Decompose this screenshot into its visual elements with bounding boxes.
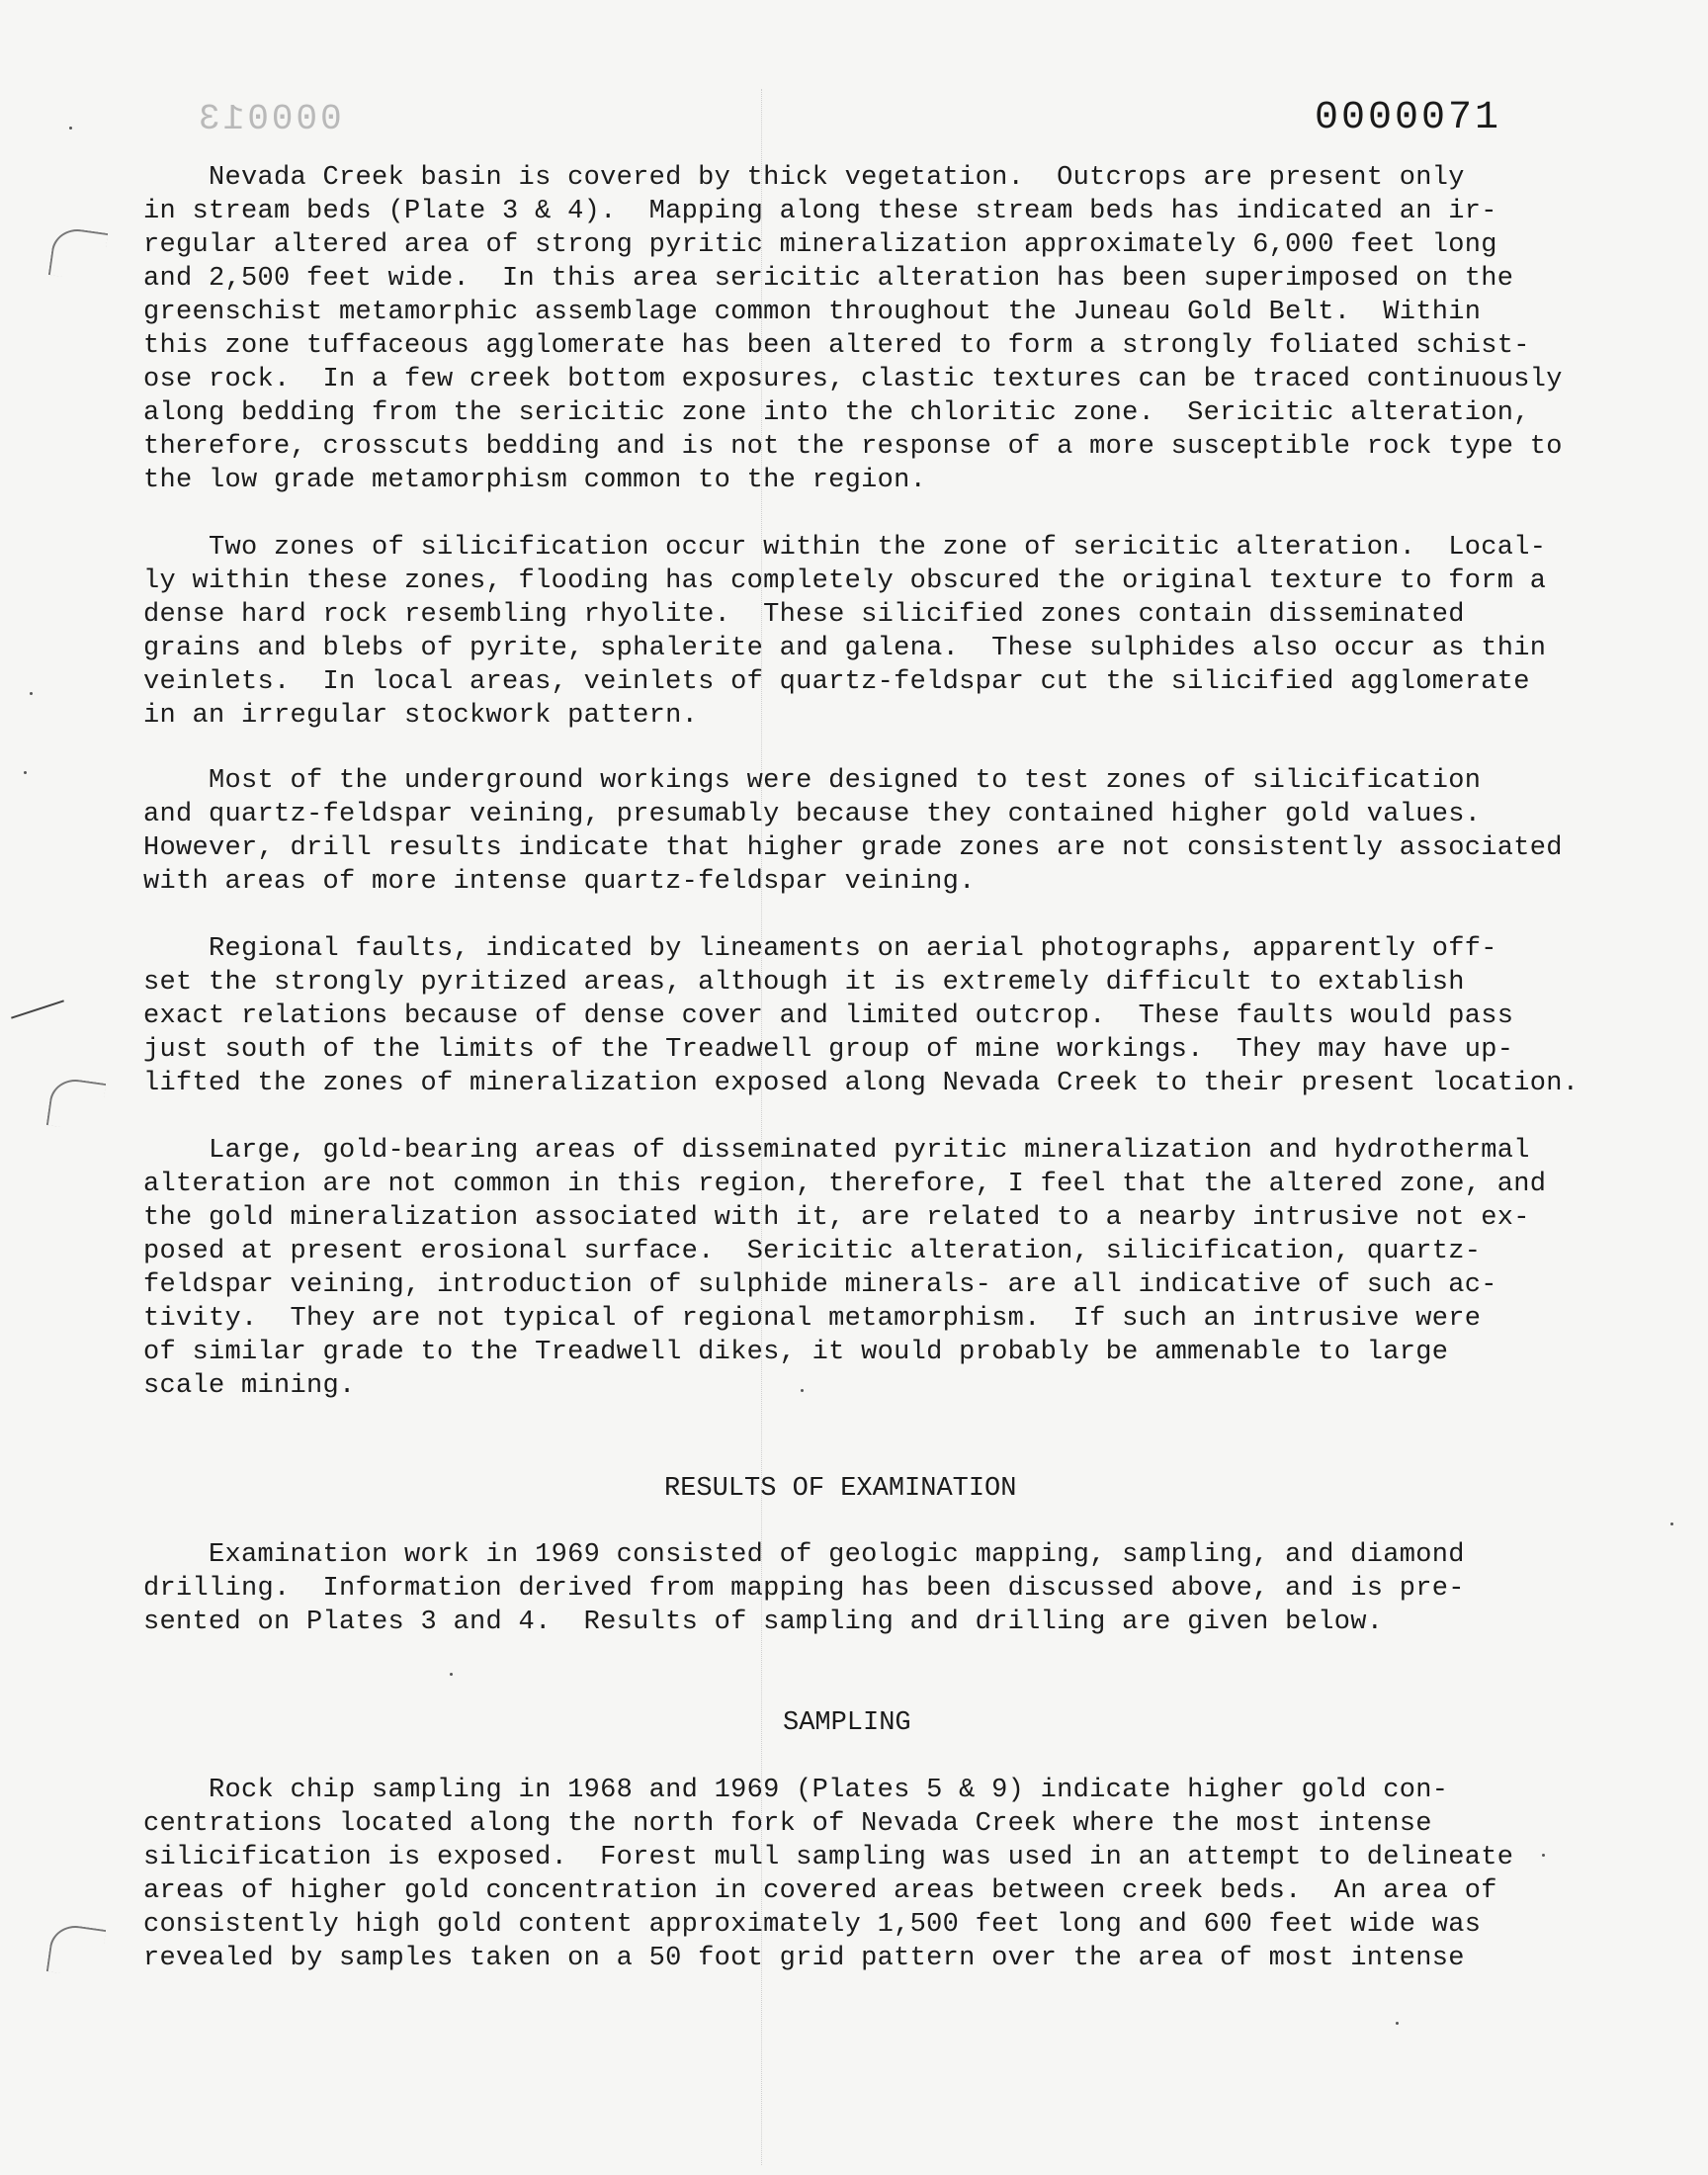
heading-sampling: SAMPLING xyxy=(783,1708,911,1738)
punch-hole-middle xyxy=(46,1076,106,1132)
paragraph-gold-bearing-areas: Large, gold-bearing areas of disseminated pyritic mineralization and hydrothermal alteration are not common in this region, therefore, I feel that the altered zone, and the gold mineralization associated with it, are related to a nearby intrusive not ex- posed at present erosional surface. Sericitic alteration, silicification, quartz- feldspar veining, introduction of sulphide minerals- are all indicative of such ac- tivity. They are not typical of regional metamorphism. If such an intrusive were of similar grade to the Treadwell dikes, it would probably be ammenable to large scale mining. xyxy=(143,1136,1547,1401)
speck xyxy=(1670,1522,1673,1525)
heading-results-of-examination: RESULTS OF EXAMINATION xyxy=(664,1474,1017,1504)
paragraph-rock-chip-sampling: Rock chip sampling in 1968 and 1969 (Plates 5 & 9) indicate higher gold con- centrations located along the north fork of Nevada Creek where the most intense silicification is exposed. Forest mull sampling was used in an attempt to delineate areas of higher gold concentration in covered areas between creek beds. An area of consistently high gold content approximately 1,500 feet long and 600 feet wide was revealed by samples taken on a 50 foot grid pattern over the area of most intense xyxy=(143,1776,1514,1973)
speck xyxy=(24,771,27,774)
speck xyxy=(450,1673,453,1676)
paragraph-silicification-zones: Two zones of silicification occur within the zone of sericitic alteration. Local- ly within these zones, flooding has completely obscured the original texture to form a dense hard rock resembling rhyolite. These silicified zones contain disseminated grains and blebs of pyrite, sphalerite and galena. These sulphides also occur as thin veinlets. In local areas, veinlets of quartz-feldspar cut the silicified agglomerate in an irregular stockwork pattern. xyxy=(143,533,1547,731)
paragraph-examination-work: Examination work in 1969 consisted of geologic mapping, sampling, and diamond drilling. Information derived from mapping has been discussed above, and is pre- sented on Plates 3 and 4. Results of sampling and drilling are given below. xyxy=(143,1540,1465,1637)
punch-hole-top xyxy=(48,225,108,282)
paragraph-nevada-creek-basin: Nevada Creek basin is covered by thick vegetation. Outcrops are present only in stream beds (Plate 3 & 4). Mapping along these stream beds has indicated an ir- regular altered area of strong pyritic mineralization approximately 6,000 feet long and 2,500 feet wide. In this area sericitic alteration has been superimposed on the greenschist metamorphic assemblage common throughout the Juneau Gold Belt. Within this zone tuffaceous agglomerate has been altered to form a strongly foliated schist- ose rock. In a few creek bottom exposures, clastic textures can be traced continuously along bedding from the sericitic zone into the chloritic zone. Sericitic alteration, therefore, crosscuts bedding and is not the response of a more susceptible rock type to the low grade metamorphism common to the region. xyxy=(143,163,1563,495)
speck xyxy=(69,127,72,130)
document-number: 0000071 xyxy=(1315,96,1502,140)
paragraph-underground-workings: Most of the underground workings were designed to test zones of silicification and quartz-feldspar veining, presumably because they contained higher gold values. However, drill results indicate that higher grade zones are not consistently associated with areas of more intense quartz-feldspar veining. xyxy=(143,766,1563,897)
punch-hole-bottom xyxy=(46,1922,106,1978)
margin-scratch xyxy=(11,1000,64,1018)
paragraph-regional-faults: Regional faults, indicated by lineaments on aerial photographs, apparently off- set the strongly pyritized areas, although it is extremely difficult to extablish exact relations because of dense cover and limited outcrop. These faults would pass just south of the limits of the Treadwell group of mine workings. They may have up- lifted the zones of mineralization exposed along Nevada Creek to their present location. xyxy=(143,934,1580,1098)
speck xyxy=(30,692,33,695)
bleed-through-document-number: 000013 xyxy=(196,99,342,139)
speck xyxy=(1396,2022,1399,2025)
